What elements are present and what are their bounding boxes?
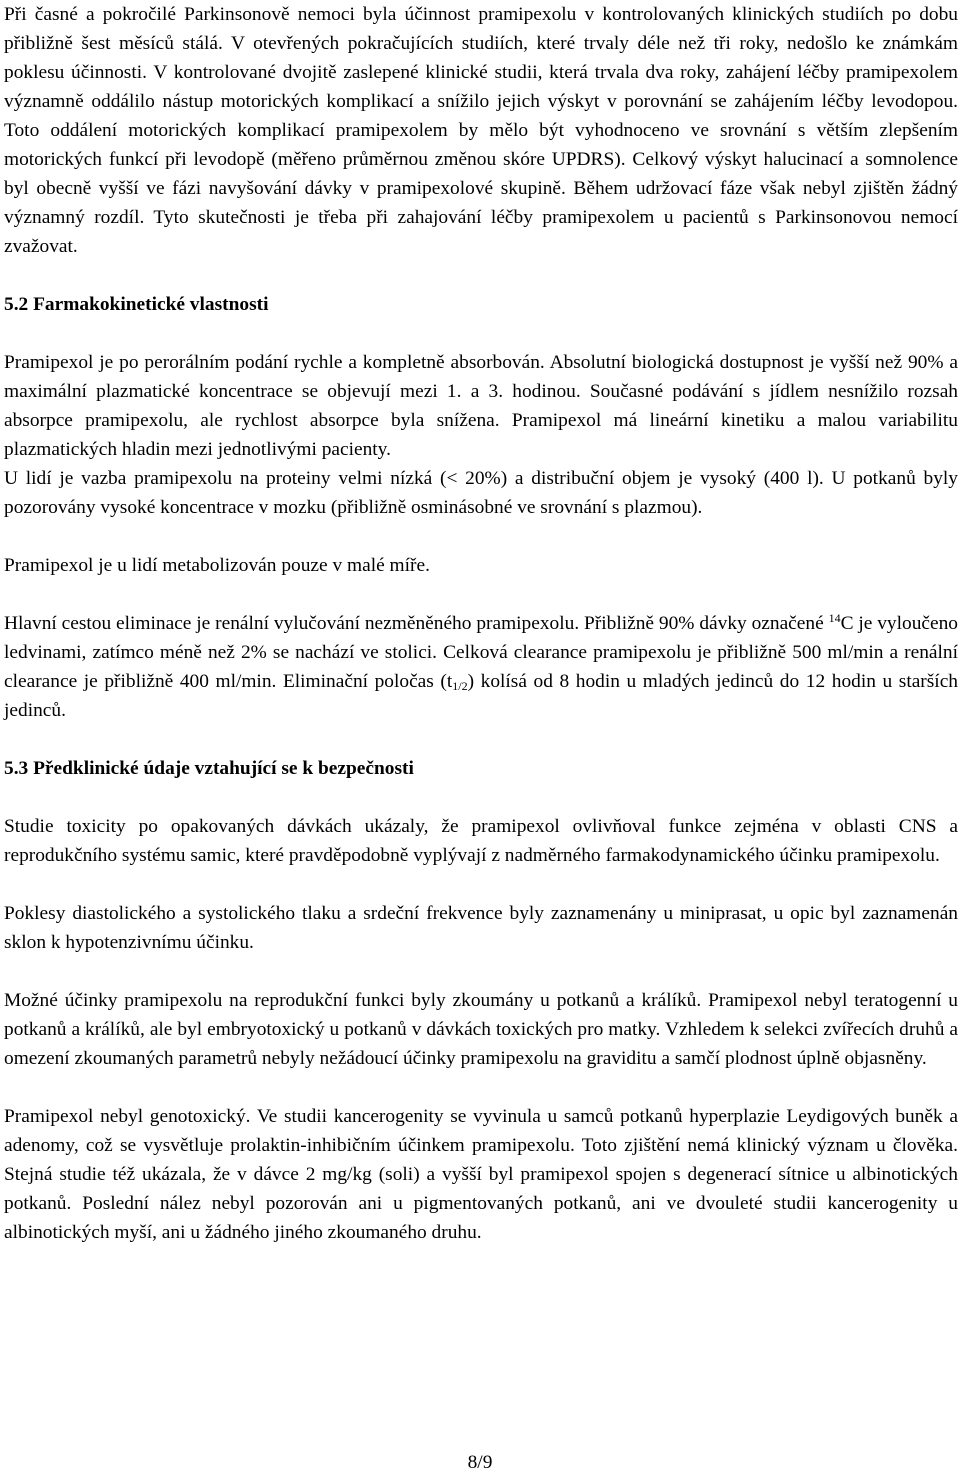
page-number: 8/9 (467, 1452, 493, 1473)
document-page (4, 0, 958, 1247)
paragraph-toxicity: Studie toxicity po opakovaných dávkách ukázaly, že pramipexol ovlivňoval funkce zejména v oblasti CNS a reprodukčního systému samic, které pravděpodobně vyplývají z nadměrného farmakodynamického účinku pramipexolu. (4, 816, 958, 866)
section-heading-5-3: 5.3 Předklinické údaje vztahující se k bezpečnosti (4, 758, 414, 779)
paragraph-distribution: U lidí je vazba pramipexolu na proteiny velmi nízká (< 20%) a distribuční objem je vysoký (400 l). U potkanů byly pozorovány vysoké koncentrace v mozku (přibližně osminásobné ve srovnání s plazmou). (4, 468, 958, 518)
paragraph-blood-pressure: Poklesy diastolického a systolického tlaku a srdeční frekvence byly zaznamenány u miniprasat, u opic byl zaznamenán sklon k hypotenzivnímu účinku. (4, 903, 958, 953)
paragraph-genotoxicity: Pramipexol nebyl genotoxický. Ve studii kancerogenity se vyvinula u samců potkanů hyperplazie Leydigových buněk a adenomy, což se vysvětluje prolaktin-inhibičním účinkem pramipexolu. Toto zjištění nemá klinický význam u člověka. Stejná studie též ukázala, že v dávce 2 mg/kg (soli) a vyšší byl pramipexol spojen s degenerací sítnice u albinotických potkanů. Poslední nález nebyl pozorován ani u pigmentovaných potkanů, ani ve dvouleté studii kancerogenity u albinotických myší, ani u žádného jiného zkoumaného druhu. (4, 1106, 958, 1243)
elimination-text-b: C je vyloučeno ledvinami, zatímco méně než 2% se nachází ve stolici. Celková clearance pramipexolu je přibližně 500 ml/min a renální clearance je přibližně 400 ml/min. Eliminační poločas (t (4, 613, 958, 692)
elimination-text-c: ) kolísá od 8 hodin u mladých jedinců do 12 hodin u starších jedinců. (4, 671, 958, 721)
paragraph-absorption: Pramipexol je po perorálním podání rychle a kompletně absorbován. Absolutní biologická dostupnost je vyšší než 90% a maximální plazmatické koncentrace se objevují mezi 1. a 3. hodinou. Současné podávání s jídlem nesnížilo rozsah absorpce pramipexolu, ale rychlost absorpce byla snížena. Pramipexol má lineární kinetiku a malou variabilitu plazmatických hladin mezi jednotlivými pacienty. (4, 352, 958, 460)
paragraph-efficacy: Při časné a pokročilé Parkinsonově nemoci byla účinnost pramipexolu v kontrolovaných klinických studiích po dobu přibližně šest měsíců stálá. V otevřených pokračujících studiích, které trvaly déle než tři roky, nedošlo ke známkám poklesu účinnosti. V kontrolované dvojitě zaslepené klinické studii, která trvala dva roky, zahájení léčby pramipexolem významně oddálilo nástup motorických komplikací a snížilo jejich výskyt v porovnání se zahájením léčby levodopou. Toto oddálení motorických komplikací pramipexolem by mělo být vyhodnoceno ve srovnání s větším zlepšením motorických funkcí při levodopě (měřeno průměrnou změnou skóre UPDRS). Celkový výskyt halucinací a somnolence byl obecně vyšší ve fázi navyšování dávky v pramipexolové skupině. Během udržovací fáze však nebyl zjištěn žádný významný rozdíl. Tyto skutečnosti je třeba při zahajování léčby pramipexolem u pacientů s Parkinsonovou nemocí zvažovat. (4, 4, 958, 257)
paragraph-metabolism: Pramipexol je u lidí metabolizován pouze v malé míře. (4, 555, 430, 576)
elimination-text-a: Hlavní cestou eliminace je renální vylučování nezměněného pramipexolu. Přibližně 90% dávky označené (4, 613, 829, 634)
section-heading-5-2: 5.2 Farmakokinetické vlastnosti (4, 294, 269, 315)
paragraph-elimination (4, 609, 958, 725)
isotope-superscript: 14 (828, 611, 841, 625)
paragraph-reproduction: Možné účinky pramipexolu na reprodukční funkci byly zkoumány u potkanů a králíků. Pramipexol nebyl teratogenní u potkanů a králíků, ale byl embryotoxický u potkanů v dávkách toxických pro matky. Vzhledem k selekci zvířecích druhů a omezení zkoumaných parametrů nebyly nežádoucí účinky pramipexolu na graviditu a samčí plodnost úplně objasněny. (4, 990, 958, 1069)
half-life-subscript: 1/2 (452, 679, 468, 693)
